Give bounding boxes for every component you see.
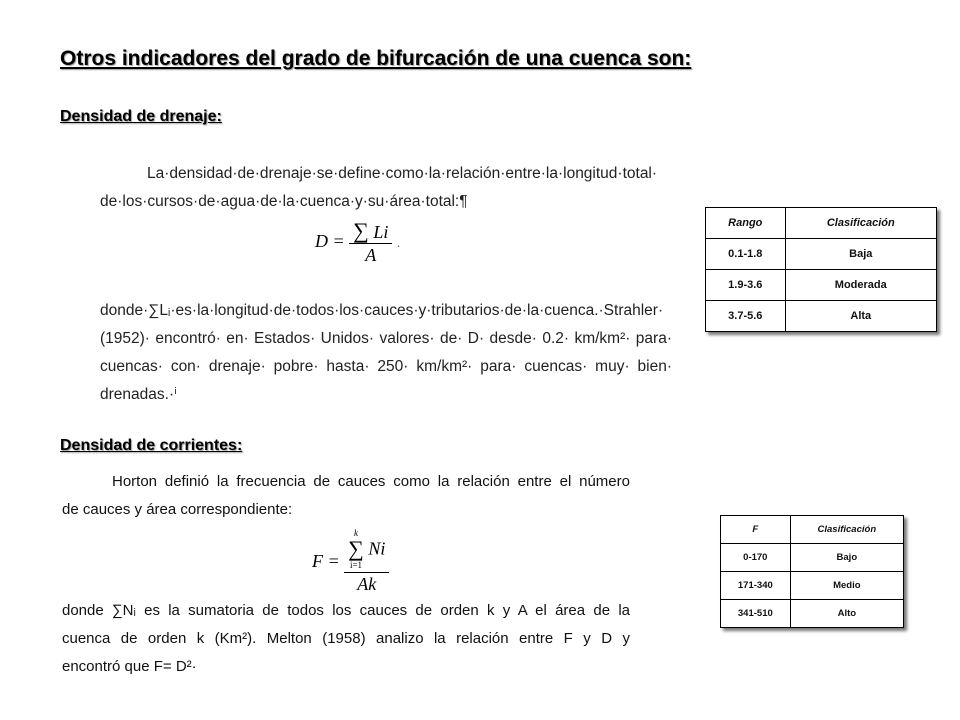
table-row bbox=[706, 301, 937, 332]
table-cell-f: 171-340 bbox=[721, 572, 791, 600]
formula-f-lhs: F = bbox=[312, 551, 340, 571]
formula-f-sum-symbol: ∑ bbox=[348, 536, 364, 561]
formula-densidad-corrientes bbox=[312, 528, 389, 595]
table-cell-clasificacion: Alta bbox=[785, 301, 936, 332]
drenaje-body-line-3: cuencas· con· drenaje· pobre· hasta· 250· km/km²· para· cuencas· muy· bien· bbox=[100, 358, 672, 375]
corrientes-body bbox=[62, 597, 630, 681]
formula-d-lhs: D = bbox=[315, 231, 345, 252]
table-cell-clasificacion: Baja bbox=[785, 239, 936, 270]
drenaje-intro-line-2: de·los·cursos·de·agua·de·la·cuenca·y·su·área·total:¶ bbox=[100, 193, 468, 210]
formula-f-numerator: Ni bbox=[368, 538, 386, 559]
table-cell-rango: 3.7-5.6 bbox=[706, 301, 786, 332]
table-row bbox=[721, 600, 904, 628]
corrientes-intro-line-2: de cauces y área correspondiente: bbox=[62, 501, 293, 518]
formula-d-denominator: A bbox=[365, 245, 377, 265]
table-cell-clasificacion: Moderada bbox=[785, 270, 936, 301]
table-clasificacion-drenaje bbox=[705, 207, 937, 332]
page-title: Otros indicadores del grado de bifurcación de una cuenca son: bbox=[60, 47, 692, 70]
table-cell-f: 341-510 bbox=[721, 600, 791, 628]
table-cell-clasificacion: Bajo bbox=[790, 544, 903, 572]
formula-f-denominator: Ak bbox=[357, 574, 377, 594]
formula-f-upper-limit: k bbox=[354, 528, 358, 538]
corrientes-body-line-1: donde ∑Nᵢ es la sumatoria de todos los cauces de orden k y A el área de la bbox=[62, 602, 630, 619]
formula-f-sum-block bbox=[348, 528, 364, 570]
formula-d-tail: . bbox=[396, 235, 401, 251]
table-header-row bbox=[721, 516, 904, 544]
table-row bbox=[721, 544, 904, 572]
corrientes-body-line-3: encontró que F= D²· bbox=[62, 658, 197, 675]
formula-f-lower-limit: i=1 bbox=[349, 560, 363, 570]
table-cell-clasificacion: Medio bbox=[790, 572, 903, 600]
table-header-rango: Rango bbox=[706, 208, 786, 239]
heading-densidad-drenaje: Densidad de drenaje: bbox=[60, 108, 222, 125]
formula-d-sum-symbol: ∑ bbox=[353, 218, 369, 243]
table-cell-rango: 1.9-3.6 bbox=[706, 270, 786, 301]
table-header-f: F bbox=[721, 516, 791, 544]
drenaje-intro bbox=[100, 160, 672, 216]
formula-densidad-drenaje bbox=[315, 220, 400, 266]
table-row bbox=[706, 239, 937, 270]
drenaje-body-line-4: drenadas.·ⁱ bbox=[100, 386, 177, 403]
table-clasificacion-corrientes bbox=[720, 515, 904, 628]
formula-d-fraction bbox=[349, 220, 392, 266]
table-cell-f: 0-170 bbox=[721, 544, 791, 572]
table-row bbox=[706, 270, 937, 301]
corrientes-body-line-2: cuenca de orden k (Km²). Melton (1958) analizo la relación entre F y D y bbox=[62, 630, 630, 647]
table-header-clasificacion: Clasificación bbox=[790, 516, 903, 544]
drenaje-body bbox=[100, 297, 672, 409]
table-cell-rango: 0.1-1.8 bbox=[706, 239, 786, 270]
heading-densidad-corrientes: Densidad de corrientes: bbox=[60, 437, 243, 454]
drenaje-body-line-2: (1952)· encontró· en· Estados· Unidos· valores· de· D· desde· 0.2· km/km²· para· bbox=[100, 330, 672, 347]
table-header-row bbox=[706, 208, 937, 239]
table-header-clasificacion: Clasificación bbox=[785, 208, 936, 239]
corrientes-intro-line-1: Horton definió la frecuencia de cauces como la relación entre el número bbox=[112, 473, 630, 490]
drenaje-intro-line-1: La·densidad·de·drenaje·se·define·como·la·relación·entre·la·longitud·total· bbox=[147, 165, 658, 182]
formula-f-fraction bbox=[344, 528, 389, 595]
table-cell-clasificacion: Alto bbox=[790, 600, 903, 628]
table-row bbox=[721, 572, 904, 600]
drenaje-body-line-1: donde·∑Lᵢ·es·la·longitud·de·todos·los·cauces·y·tributarios·de·la·cuenca.·Strahler· bbox=[100, 302, 664, 319]
formula-d-numerator: Li bbox=[373, 222, 389, 242]
corrientes-intro bbox=[62, 468, 630, 524]
